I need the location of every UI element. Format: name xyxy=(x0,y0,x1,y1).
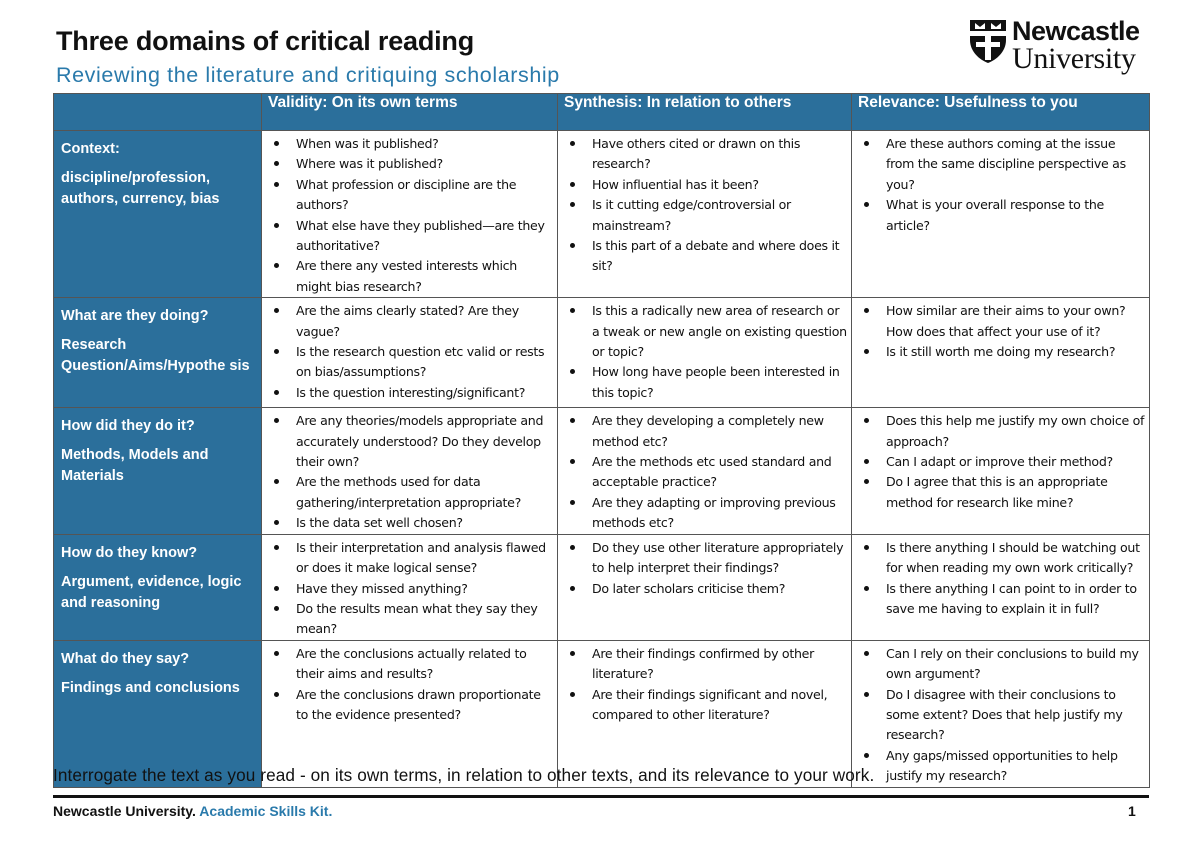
table-row xyxy=(54,534,1150,640)
table-cell xyxy=(852,408,1150,534)
row-header xyxy=(54,534,262,640)
list-item: Do the results mean what they say they mean? xyxy=(266,599,553,640)
row-header-title: What do they say? xyxy=(61,650,190,667)
row-header-title: How do they know? xyxy=(61,544,198,561)
table-cell xyxy=(558,408,852,534)
question-list xyxy=(266,134,553,297)
list-item: Is the question interesting/significant? xyxy=(266,383,553,403)
list-item: Are the methods used for data gathering/interpretation appropriate? xyxy=(266,472,553,513)
question-list xyxy=(562,301,847,403)
list-item: Are there any vested interests which might bias research? xyxy=(266,256,553,297)
list-item: Are the conclusions drawn proportionate to the evidence presented? xyxy=(266,685,553,726)
question-list xyxy=(856,134,1145,236)
table-row xyxy=(54,408,1150,534)
list-item: Are these authors coming at the issue from the same discipline perspective as you? xyxy=(856,134,1145,195)
crest-icon xyxy=(968,18,1008,64)
row-header-title: Context: xyxy=(61,141,120,157)
list-item: Are the methods etc used standard and acceptable practice? xyxy=(562,452,847,493)
table-row xyxy=(54,298,1150,408)
question-list xyxy=(856,644,1145,787)
table-cell xyxy=(852,534,1150,640)
list-item: Do I agree that this is an appropriate method for research like mine? xyxy=(856,472,1145,513)
table-cell xyxy=(852,131,1150,298)
table-cell xyxy=(852,640,1150,787)
row-header-subtitle: Methods, Models and Materials xyxy=(61,447,209,485)
list-item: Is this a radically new area of research or a tweak or new angle on existing question or topic? xyxy=(562,301,847,362)
footer-org: Newcastle University. xyxy=(53,803,196,819)
row-header-subtitle: discipline/profession, authors, currency, bias xyxy=(61,170,220,207)
table-cell xyxy=(262,534,558,640)
logo-line-2: University xyxy=(1012,42,1136,75)
list-item: Are any theories/models appropriate and accurately understood? Do they develop their own? xyxy=(266,411,553,472)
question-list xyxy=(856,538,1145,620)
row-header xyxy=(54,298,262,408)
list-item: Do I disagree with their conclusions to some extent? Does that help justify my research? xyxy=(856,685,1145,746)
list-item: Does this help me justify my own choice of approach? xyxy=(856,411,1145,452)
table-cell xyxy=(558,298,852,408)
logo-line-1: Newcastle xyxy=(1012,16,1140,46)
table-corner xyxy=(54,94,262,131)
table-cell xyxy=(558,534,852,640)
list-item: What else have they published—are they authoritative? xyxy=(266,216,553,257)
question-list xyxy=(266,301,553,403)
footer-credit xyxy=(53,803,332,819)
list-item: Are their findings significant and novel, compared to other literature? xyxy=(562,685,847,726)
list-item: Is this part of a debate and where does it sit? xyxy=(562,236,847,277)
list-item: What is your overall response to the article? xyxy=(856,195,1145,236)
list-item: Is the research question etc valid or rests on bias/assumptions? xyxy=(266,342,553,383)
question-list xyxy=(562,134,847,277)
column-header-relevance: Relevance: Usefulness to you xyxy=(852,94,1150,131)
list-item: How influential has it been? xyxy=(562,175,847,195)
list-item: Is it still worth me doing my research? xyxy=(856,342,1145,362)
row-header xyxy=(54,131,262,298)
list-item: Do they use other literature appropriately to help interpret their findings? xyxy=(562,538,847,579)
page-title: Three domains of critical reading xyxy=(56,26,475,56)
table-cell xyxy=(558,131,852,298)
summary-note: Interrogate the text as you read - on its own terms, in relation to other texts, and its relevance to your work. xyxy=(53,765,875,785)
list-item: Is it cutting edge/controversial or mainstream? xyxy=(562,195,847,236)
row-header-subtitle: Research Question/Aims/Hypothe sis xyxy=(61,337,250,375)
table-cell xyxy=(852,298,1150,408)
list-item: Have others cited or drawn on this research? xyxy=(562,134,847,175)
row-header-subtitle: Argument, evidence, logic and reasoning xyxy=(61,573,242,611)
question-list xyxy=(266,411,553,533)
column-header-validity: Validity: On its own terms xyxy=(262,94,558,131)
row-header-title: How did they do it? xyxy=(61,418,195,435)
footer-kit: Academic Skills Kit. xyxy=(199,803,333,819)
row-header-title: What are they doing? xyxy=(61,308,209,325)
question-list xyxy=(266,644,553,726)
list-item: What profession or discipline are the authors? xyxy=(266,175,553,216)
list-item: Is there anything I should be watching out for when reading my own work critically? xyxy=(856,538,1145,579)
table-cell xyxy=(262,298,558,408)
page-number: 1 xyxy=(1128,803,1136,819)
question-list xyxy=(856,411,1145,513)
list-item: When was it published? xyxy=(266,134,553,154)
question-list xyxy=(562,644,847,726)
list-item: Is the data set well chosen? xyxy=(266,513,553,533)
page-subtitle: Reviewing the literature and critiquing scholarship xyxy=(56,63,560,87)
list-item: Is there anything I can point to in order to save me having to explain it in full? xyxy=(856,579,1145,620)
list-item: How long have people been interested in this topic? xyxy=(562,362,847,403)
list-item: How similar are their aims to your own? How does that affect your use of it? xyxy=(856,301,1145,342)
row-header-subtitle: Findings and conclusions xyxy=(61,679,240,696)
list-item: Do later scholars criticise them? xyxy=(562,579,847,599)
critical-reading-table xyxy=(53,93,1150,788)
list-item: Have they missed anything? xyxy=(266,579,553,599)
table-row xyxy=(54,131,1150,298)
list-item: Any gaps/missed opportunities to help justify my research? xyxy=(856,746,1145,787)
question-list xyxy=(562,411,847,533)
table-cell xyxy=(262,131,558,298)
question-list xyxy=(266,538,553,640)
list-item: Where was it published? xyxy=(266,154,553,174)
list-item: Can I rely on their conclusions to build my own argument? xyxy=(856,644,1145,685)
table-cell xyxy=(262,408,558,534)
university-logo xyxy=(968,16,1152,75)
row-header xyxy=(54,408,262,534)
column-header-synthesis: Synthesis: In relation to others xyxy=(558,94,852,131)
list-item: Are the conclusions actually related to their aims and results? xyxy=(266,644,553,685)
list-item: Are they developing a completely new method etc? xyxy=(562,411,847,452)
question-list xyxy=(562,538,847,599)
list-item: Can I adapt or improve their method? xyxy=(856,452,1145,472)
footer-divider xyxy=(53,795,1149,798)
list-item: Are they adapting or improving previous methods etc? xyxy=(562,493,847,534)
list-item: Are their findings confirmed by other literature? xyxy=(562,644,847,685)
list-item: Are the aims clearly stated? Are they vague? xyxy=(266,301,553,342)
question-list xyxy=(856,301,1145,362)
list-item: Is their interpretation and analysis flawed or does it make logical sense? xyxy=(266,538,553,579)
